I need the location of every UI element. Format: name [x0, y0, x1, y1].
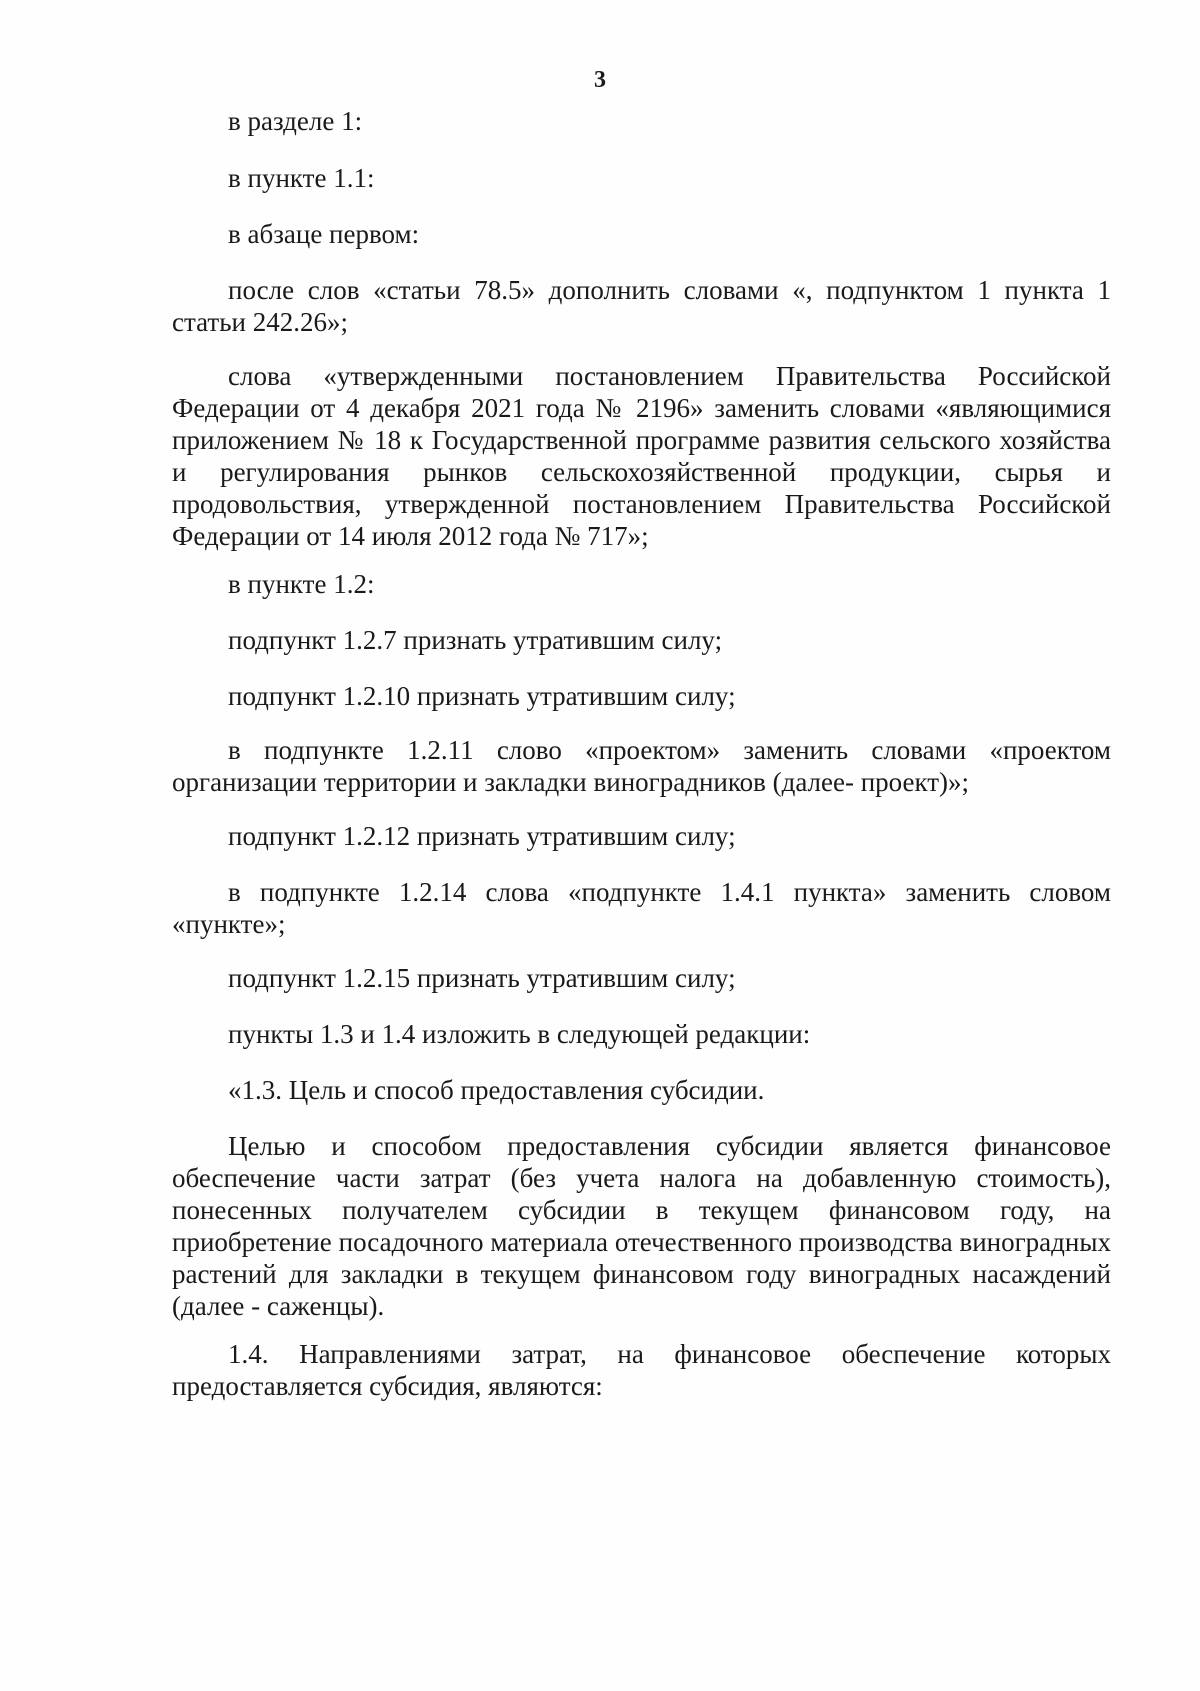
paragraph-goal: Целью и способом предоставления субсидии является финансовое обеспечение части затрат (без учета налога на добавленную стоимость), понесенных получателем субсидии в текущем финансовом году, на приобретение посадочного материала отечественного производства виноградных растений для закладки в текущем финансовом году виноградных насаждений (далее - саженцы). [172, 1131, 1111, 1321]
paragraph-subitem-1-2-11: в подпункте 1.2.11 слово «проектом» заменить словами «проектом организации территории и закладки виноградников (далее- проект)»; [172, 735, 1111, 797]
paragraph-replace-words: слова «утвержденными постановлением Правительства Российской Федерации от 4 декабря 2021 года № 2196» заменить словами «являющимися приложением № 18 к Государственной программе развития сельского хозяйства и регулирования рынков сельскохозяйственной продукции, сырья и продовольствия, утвержденной постановлением Правительства Российской Федерации от 14 июля 2012 года № 717»; [172, 361, 1111, 551]
paragraph-subitem-1-2-7: подпункт 1.2.7 признать утратившим силу; [228, 625, 723, 655]
paragraph-subitem-1-2-10: подпункт 1.2.10 признать утратившим силу; [228, 681, 736, 711]
paragraph-section-1: в разделе 1: [228, 106, 363, 136]
paragraph-subitem-1-2-15: подпункт 1.2.15 признать утратившим силу; [228, 963, 736, 993]
paragraph-item-1-1: в пункте 1.1: [228, 163, 375, 193]
paragraph-subitem-1-2-14: в подпункте 1.2.14 слова «подпункте 1.4.1 пункта» заменить словом «пункте»; [172, 877, 1111, 939]
paragraph-heading-1-3: «1.3. Цель и способ предоставления субсидии. [228, 1075, 765, 1105]
paragraph-items-1-3-1-4: пункты 1.3 и 1.4 изложить в следующей редакции: [228, 1019, 811, 1049]
paragraph-subitem-1-2-12: подпункт 1.2.12 признать утратившим силу; [228, 821, 736, 851]
paragraph-first-indent: в абзаце первом: [228, 219, 420, 249]
paragraph-after-words: после слов «статьи 78.5» дополнить словами «, подпунктом 1 пункта 1 статьи 242.26»; [172, 275, 1111, 337]
paragraph-item-1-2: в пункте 1.2: [228, 569, 375, 599]
page-number: 3 [594, 67, 606, 93]
paragraph-item-1-4: 1.4. Направлениями затрат, на финансовое обеспечение которых предоставляется субсидия, являются: [172, 1339, 1111, 1401]
